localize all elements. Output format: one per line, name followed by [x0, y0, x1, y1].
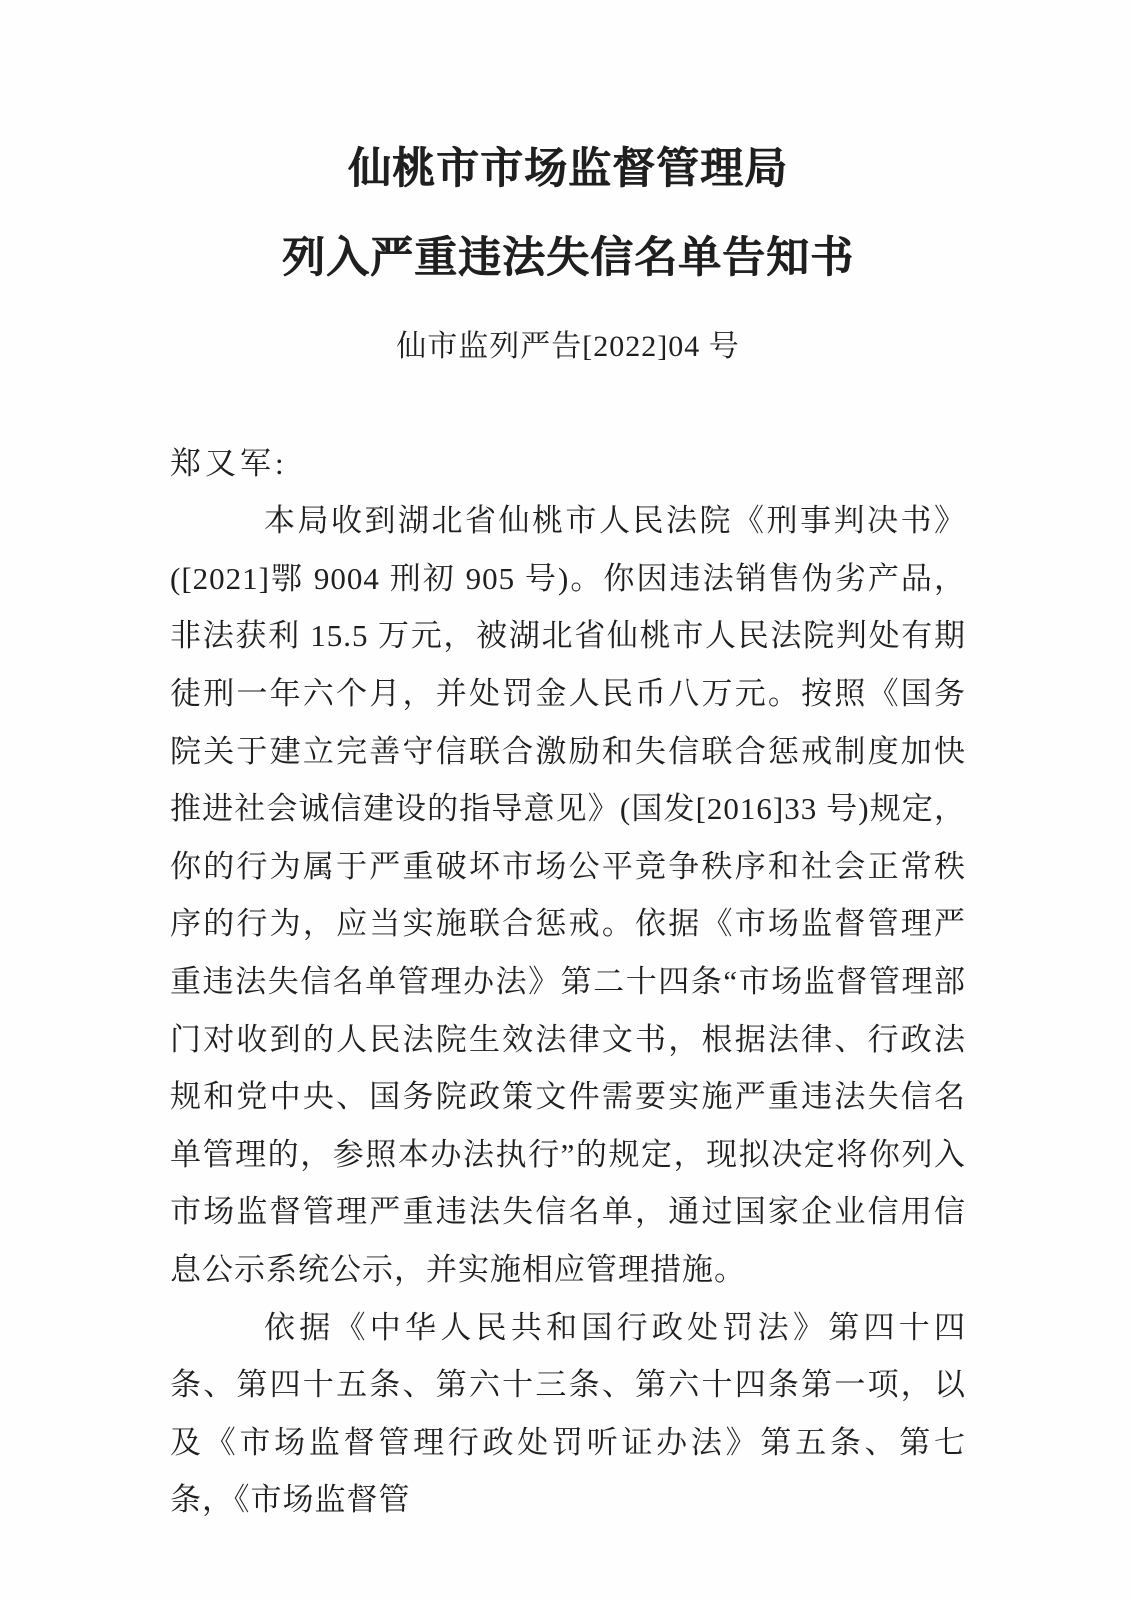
document-title-line1: 仙桃市市场监督管理局 [348, 146, 788, 193]
document-title-line2: 列入严重违法失信名单告知书 [282, 235, 854, 283]
document-body [170, 435, 966, 1529]
body-paragraph-2: 依据《中华人民共和国行政处罚法》第四十四条、第四十五条、第六十三条、第六十四条第一项，以及《市场监督管理行政处罚听证办法》第五条、第七条，《市场监督管 [170, 1309, 966, 1518]
body-paragraph-1: 本局收到湖北省仙桃市人民法院《刑事判决书》([2021]鄂 9004 刑初 905 号)。你因违法销售伪劣产品，非法获利 15.5 万元，被湖北省仙桃市人民法院判处有期徒刑一年六个月，并处罚金人民币八万元。按照《国务院关于建立完善守信联合激励和失信联合惩戒制度加快推进社会诚信建设的指导意见》(国发[2016]33 号)规定，你的行为属于严重破坏市场公平竞争秩序和社会正常秩序的行为，应当实施联合惩戒。依据《市场监督管理严重违法失信名单管理办法》第二十四条“市场监督管理部门对收到的人民法院生效法律文书，根据法律、行政法规和党中央、国务院政策文件需要实施严重违法失信名单管理的，参照本办法执行”的规定，现拟决定将你列入市场监督管理严重违法失信名单，通过国家企业信用信息公示系统公示，并实施相应管理措施。 [170, 503, 966, 1287]
document-number: 仙市监列严告[2022]04 号 [396, 329, 740, 363]
document-content [170, 0, 966, 1529]
salutation: 郑又军: [170, 445, 288, 481]
document-header [170, 0, 966, 365]
